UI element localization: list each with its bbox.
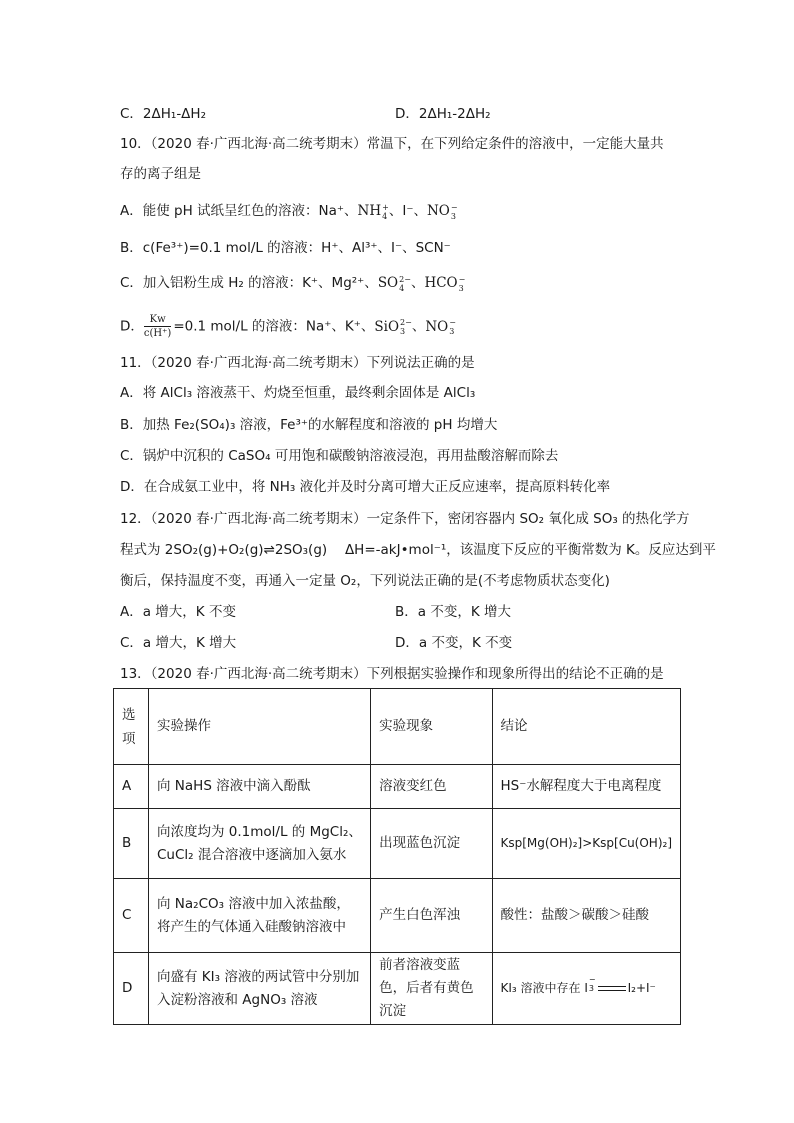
q10-d-label: D． bbox=[120, 318, 144, 335]
nitrate-ion-d: NO − 3 bbox=[425, 318, 456, 336]
silicate-ion: SiO 2− 3 bbox=[374, 318, 412, 336]
q12-option-a: A．a 增大，K 不变 bbox=[120, 604, 236, 620]
q9-option-c: C．2ΔH₁-ΔH₂ bbox=[120, 106, 206, 122]
q10-a-text: A．能使 pH 试纸呈红色的溶液：Na⁺、 bbox=[120, 203, 358, 219]
row-d-operation: 向盛有 KI₃ 溶液的两试管中分别加入淀粉溶液和 AgNO₃ 溶液 bbox=[149, 953, 371, 1025]
experiment-table bbox=[113, 688, 681, 1025]
q11-option-c: C．锅炉中沉积的 CaSO₄ 可用饱和碳酸钠溶液浸泡，再用盐酸溶解而除去 bbox=[120, 448, 559, 464]
q10-c-text: C．加入铝粉生成 H₂ 的溶液：K⁺、Mg²⁺、 bbox=[120, 275, 378, 291]
nitrate-ion: NO − 3 bbox=[426, 202, 458, 221]
q11-option-a: A．将 AlCl₃ 溶液蒸干、灼烧至恒重，最终剩余固体是 AlCl₃ bbox=[120, 385, 476, 401]
q12-stem-line3: 衡后，保持温度不变，再通入一定量 O₂，下列说法正确的是(不考虑物质状态变化) bbox=[120, 573, 610, 589]
q10-d-sep: 、 bbox=[411, 318, 426, 335]
sulfate-ion: SO 2− 4 bbox=[377, 274, 411, 293]
header-phenomenon: 实验现象 bbox=[371, 689, 492, 765]
q10-option-d bbox=[120, 313, 456, 340]
row-d-phenomenon: 前者溶液变蓝色，后者有黄色沉淀 bbox=[371, 953, 492, 1025]
bicarbonate-ion: HCO − 3 bbox=[424, 274, 466, 293]
row-d-conclusion: KI₃ 溶液中存在 I − 3 I₂+I⁻ bbox=[492, 953, 681, 1025]
kw-fraction: $\frac{Kw}{c(H^+)}$ bbox=[143, 314, 172, 339]
q12-option-d: D．a 不变，K 不变 bbox=[395, 635, 513, 651]
row-b-conclusion: Ksp[Mg(OH)₂]>Ksp[Cu(OH)₂] bbox=[492, 809, 681, 879]
q10-stem-line1: 10．（2020 春·广西北海·高二统考期末）常温下，在下列给定条件的溶液中，一定能大量共 bbox=[120, 136, 664, 152]
q12-stem-line1: 12．（2020 春·广西北海·高二统考期末）一定条件下，密闭容器内 SO₂ 氧化成 SO₃ 的热化学方 bbox=[120, 511, 690, 527]
q10-option-a bbox=[120, 201, 458, 221]
table-row bbox=[114, 809, 681, 879]
ammonium-ion: NH + 4 bbox=[357, 202, 389, 221]
q13-stem: 13．（2020 春·广西北海·高二统考期末）下列根据实验操作和现象所得出的结论不正确的是 bbox=[120, 666, 664, 682]
q10-stem-line2: 存的离子组是 bbox=[120, 166, 201, 182]
equilibrium-arrow-icon bbox=[598, 985, 626, 993]
q10-a-sep: 、I⁻、 bbox=[388, 203, 427, 219]
row-b-operation: 向浓度均为 0.1mol/L 的 MgCl₂、CuCl₂ 混合溶液中逐滴加入氨水 bbox=[149, 809, 371, 879]
row-c-option: C bbox=[114, 879, 149, 953]
row-c-phenomenon: 产生白色浑浊 bbox=[371, 879, 492, 953]
q12-stem-line2: 程式为 2SO₂(g)+O₂(g)⇌2SO₃(g) ΔH=-akJ•mol⁻¹，该温度下反应的平衡常数为 K。反应达到平 bbox=[120, 542, 716, 558]
q11-option-d: D．在合成氨工业中，将 NH₃ 液化并及时分离可增大正反应速率，提高原料转化率 bbox=[120, 479, 611, 495]
row-a-option: A bbox=[114, 765, 149, 809]
q10-d-text: =0.1 mol/L 的溶液：Na⁺、K⁺、 bbox=[173, 318, 375, 335]
row-a-phenomenon: 溶液变红色 bbox=[371, 765, 492, 809]
q10-c-sep: 、 bbox=[410, 275, 425, 291]
row-a-operation: 向 NaHS 溶液中滴入酚酞 bbox=[149, 765, 371, 809]
table-row bbox=[114, 879, 681, 953]
row-a-conclusion: HS⁻水解程度大于电离程度 bbox=[492, 765, 681, 809]
header-operation: 实验操作 bbox=[149, 689, 371, 765]
header-conclusion: 结论 bbox=[492, 689, 681, 765]
q10-option-b: B．c(Fe³⁺)=0.1 mol/L 的溶液：H⁺、Al³⁺、I⁻、SCN⁻ bbox=[120, 240, 451, 256]
header-option: 选项 bbox=[114, 689, 149, 765]
row-d-option: D bbox=[114, 953, 149, 1025]
row-b-phenomenon: 出现蓝色沉淀 bbox=[371, 809, 492, 879]
q11-stem: 11．（2020 春·广西北海·高二统考期末）下列说法正确的是 bbox=[120, 355, 475, 371]
table-row bbox=[114, 953, 681, 1025]
q9-option-d: D．2ΔH₁-2ΔH₂ bbox=[395, 106, 491, 122]
row-c-operation: 向 Na₂CO₃ 溶液中加入浓盐酸，将产生的气体通入硅酸钠溶液中 bbox=[149, 879, 371, 953]
table-row bbox=[114, 765, 681, 809]
q11-option-b: B．加热 Fe₂(SO₄)₃ 溶液，Fe³⁺的水解程度和溶液的 pH 均增大 bbox=[120, 417, 498, 433]
q12-option-c: C．a 增大，K 增大 bbox=[120, 635, 237, 651]
q12-option-b: B．a 不变，K 增大 bbox=[395, 604, 511, 620]
row-c-conclusion: 酸性：盐酸＞碳酸＞硅酸 bbox=[492, 879, 681, 953]
row-b-option: B bbox=[114, 809, 149, 879]
q10-option-c bbox=[120, 273, 465, 293]
table-header-row bbox=[114, 689, 681, 765]
